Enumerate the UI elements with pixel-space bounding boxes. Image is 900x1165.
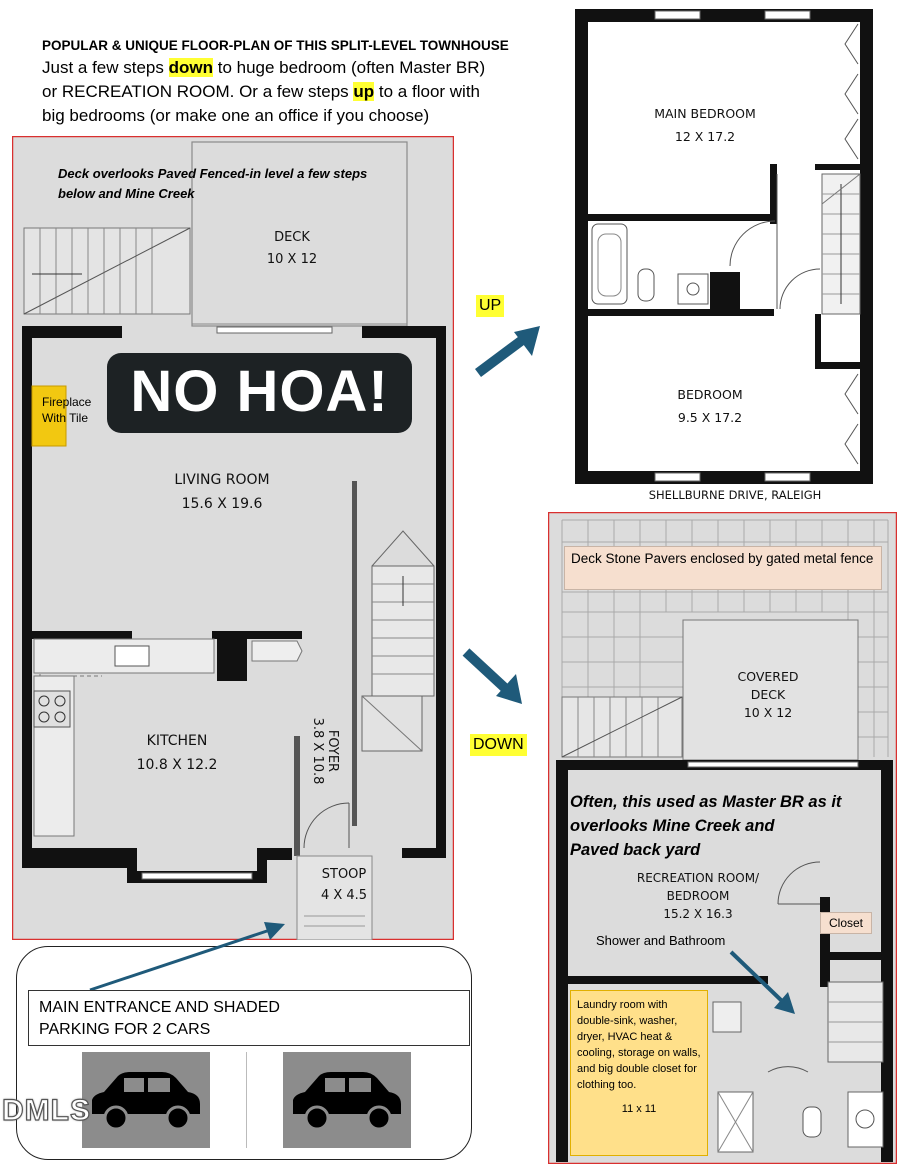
entrance-parking-note: MAIN ENTRANCE AND SHADED PARKING FOR 2 CARS [28,990,470,1046]
deck-label: DECK 10 X 12 [266,230,318,267]
highlight-down: down [168,58,214,77]
address-caption: SHELLBURNE DRIVE, RALEIGH [648,488,822,502]
shower-bath-note: Shower and Bathroom [596,933,726,948]
main-level-plan [12,136,454,940]
fireplace-label: Fireplace With Tile [42,395,92,425]
car-icon [82,1052,210,1148]
upper-level-drawing [570,4,890,504]
kitchen-label: KITCHEN 10.8 X 12.2 [136,733,218,773]
recreation-room-label: RECREATION ROOM/ BEDROOM 15.2 X 16.3 [636,871,760,921]
up-arrow-icon [470,318,550,383]
down-label: DOWN [470,734,527,756]
car-icon [283,1052,411,1148]
bedroom-label: BEDROOM 9.5 X 17.2 [677,387,743,425]
foyer-label: FOYER 3.8 X 10.8 [310,717,340,785]
covered-deck-label: COVERED DECK 10 X 12 [737,669,799,720]
parking-space-1 [82,1052,210,1148]
up-label: UP [476,295,504,317]
master-note: Often, this used as Master BR as it overlooks Mine Creek and Paved back yard [570,793,842,859]
parking-divider [246,1052,247,1148]
parking-space-2 [283,1052,411,1148]
intro-text: Just a few steps down to huge bedroom (often Master BR) or RECREATION ROOM. Or a few steps up to a floor with big bedrooms (or make one an office if you choose) [42,58,486,125]
main-bedroom-label: MAIN BEDROOM 12 X 17.2 [654,106,756,144]
highlight-up: up [353,82,375,101]
living-room-label: LIVING ROOM 15.6 X 19.6 [174,472,270,512]
laundry-note: Laundry room with double-sink, washer, dryer, HVAC heat & cooling, storage on walls, and big double closet for clothing too. 11 x 11 [570,990,708,1156]
dmls-watermark: DMLS [2,1094,91,1127]
no-hoa-badge: NO HOA! [107,353,412,433]
stoop-label: STOOP 4 X 4.5 [320,867,368,903]
down-arrow-icon [458,644,530,709]
entrance-arrow-icon [80,916,290,996]
deck-note: Deck overlooks Paved Fenced-in level a few steps below and Mine Creek [58,166,368,201]
main-level-drawing [12,136,454,940]
page-heading: POPULAR & UNIQUE FLOOR-PLAN OF THIS SPLIT-LEVEL TOWNHOUSE [42,38,509,53]
closet-label: Closet [820,912,872,934]
lower-level-plan [548,512,897,1164]
pavers-note: Deck Stone Pavers enclosed by gated metal fence [564,546,882,590]
upper-level-plan [570,4,890,504]
